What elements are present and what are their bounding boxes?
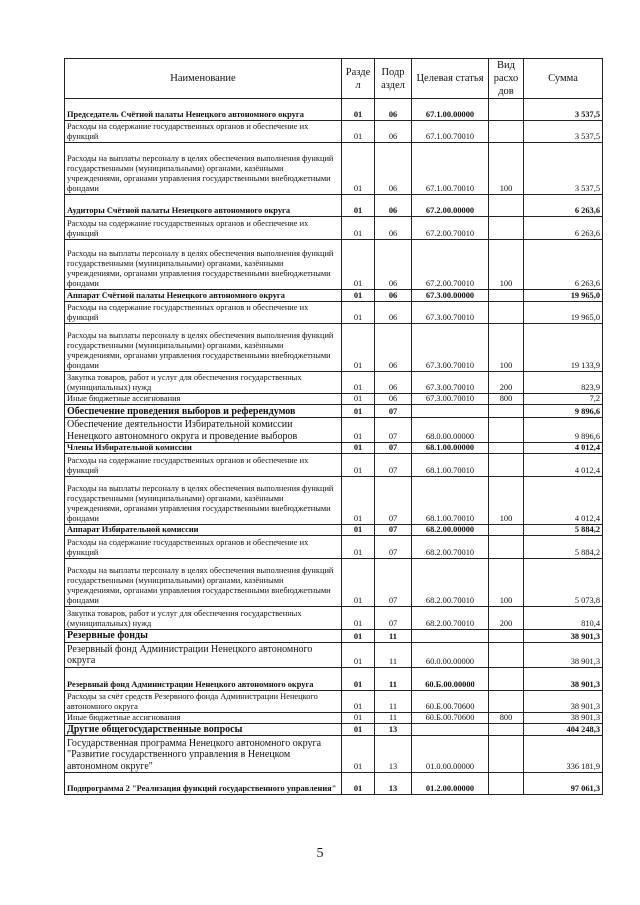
row-razdel: 01 — [342, 217, 375, 240]
row-name: Расходы на выплаты персоналу в целях обеспечения выполнения функций государственными (муниципальными) органами, казёнными учреждениями, органами управления государственными внебюджетными фондами — [65, 477, 342, 525]
row-vid — [489, 723, 524, 736]
table-row — [65, 121, 603, 143]
row-podrazdel: 07 — [375, 477, 412, 525]
row-podrazdel: 13 — [375, 736, 412, 773]
row-razdel: 01 — [342, 302, 375, 324]
row-target: 67.2.00.70010 — [412, 217, 489, 240]
row-vid: 200 — [489, 372, 524, 394]
row-target: 67.1.00.00000 — [412, 99, 489, 121]
table-row — [65, 143, 603, 195]
row-target: 67.2.00.00000 — [412, 195, 489, 217]
row-sum: 19 133,9 — [524, 324, 603, 372]
row-podrazdel: 06 — [375, 372, 412, 394]
row-name: Иные бюджетные ассигнования — [65, 712, 342, 723]
row-vid — [489, 418, 524, 443]
row-target — [412, 630, 489, 643]
row-sum: 38 901,3 — [524, 642, 603, 667]
row-podrazdel: 11 — [375, 667, 412, 690]
row-name: Аппарат Счётной палаты Ненецкого автономного округа — [65, 290, 342, 302]
row-name: Другие общегосударственные вопросы — [65, 723, 342, 736]
row-vid — [489, 690, 524, 712]
row-name: Расходы на содержание государственных органов и обеспечение их функций — [65, 302, 342, 324]
row-name: Расходы на содержание государственных органов и обеспечение их функций — [65, 536, 342, 559]
row-vid: 100 — [489, 324, 524, 372]
row-sum: 19 965,0 — [524, 302, 603, 324]
row-razdel: 01 — [342, 121, 375, 143]
row-podrazdel: 13 — [375, 723, 412, 736]
row-vid — [489, 736, 524, 773]
row-podrazdel: 11 — [375, 642, 412, 667]
row-sum: 3 537,5 — [524, 143, 603, 195]
row-sum: 5 884,2 — [524, 536, 603, 559]
row-razdel: 01 — [342, 99, 375, 121]
table-row — [65, 690, 603, 712]
row-vid: 800 — [489, 712, 524, 723]
row-name: Закупка товаров, работ и услуг для обеспечения государственных (муниципальных) нужд — [65, 607, 342, 630]
row-vid — [489, 405, 524, 418]
row-sum: 4 012,4 — [524, 454, 603, 477]
row-target: 60.Б.00.00000 — [412, 667, 489, 690]
row-target — [412, 723, 489, 736]
row-target: 68.2.00.70010 — [412, 559, 489, 607]
row-target: 67.3.00.70010 — [412, 324, 489, 372]
row-razdel: 01 — [342, 454, 375, 477]
row-podrazdel: 06 — [375, 290, 412, 302]
row-razdel: 01 — [342, 712, 375, 723]
row-podrazdel: 06 — [375, 324, 412, 372]
table-row — [65, 99, 603, 121]
row-name: Резервный фонд Администрации Ненецкого автономного округа — [65, 642, 342, 667]
row-target: 67.3.00.70010 — [412, 394, 489, 405]
row-sum: 404 248,3 — [524, 723, 603, 736]
table-row — [65, 630, 603, 643]
row-podrazdel: 06 — [375, 394, 412, 405]
row-razdel: 01 — [342, 195, 375, 217]
row-target: 68.1.00.00000 — [412, 443, 489, 454]
table-row — [65, 195, 603, 217]
row-target: 67.3.00.70010 — [412, 302, 489, 324]
row-vid: 100 — [489, 240, 524, 290]
row-vid — [489, 217, 524, 240]
row-name: Резервный фонд Администрации Ненецкого автономного округа — [65, 667, 342, 690]
row-target: 67.2.00.70010 — [412, 240, 489, 290]
row-podrazdel: 07 — [375, 443, 412, 454]
row-target: 68.2.00.70010 — [412, 607, 489, 630]
row-razdel: 01 — [342, 559, 375, 607]
row-name: Закупка товаров, работ и услуг для обеспечения государственных (муниципальных) нужд — [65, 372, 342, 394]
row-podrazdel: 06 — [375, 217, 412, 240]
row-name: Расходы на содержание государственных органов и обеспечение их функций — [65, 217, 342, 240]
row-sum: 810,4 — [524, 607, 603, 630]
row-razdel: 01 — [342, 443, 375, 454]
table-header — [65, 59, 603, 99]
row-name: Расходы на содержание государственных органов и обеспечение их функций — [65, 454, 342, 477]
row-sum: 5 073,8 — [524, 559, 603, 607]
row-razdel: 01 — [342, 143, 375, 195]
row-vid — [489, 536, 524, 559]
row-sum: 97 061,3 — [524, 773, 603, 795]
table-body — [65, 99, 603, 795]
row-sum: 4 012,4 — [524, 443, 603, 454]
row-target: 68.2.00.00000 — [412, 525, 489, 536]
row-podrazdel: 07 — [375, 418, 412, 443]
row-target: 01.0.00.00000 — [412, 736, 489, 773]
row-vid — [489, 454, 524, 477]
row-name: Обеспечение проведения выборов и референдумов — [65, 405, 342, 418]
row-podrazdel: 06 — [375, 195, 412, 217]
row-vid — [489, 773, 524, 795]
row-razdel: 01 — [342, 394, 375, 405]
table-row — [65, 559, 603, 607]
table-row — [65, 443, 603, 454]
row-vid — [489, 667, 524, 690]
row-name: Государственная программа Ненецкого автономного округа "Развитие государственного управления в Ненецком автономном округе" — [65, 736, 342, 773]
row-razdel: 01 — [342, 667, 375, 690]
row-name: Аудиторы Счётной палаты Ненецкого автономного округа — [65, 195, 342, 217]
row-target: 67.1.00.70010 — [412, 143, 489, 195]
row-target: 60.Б.00.70600 — [412, 712, 489, 723]
row-razdel: 01 — [342, 418, 375, 443]
row-name: Председатель Счётной палаты Ненецкого автономного округа — [65, 99, 342, 121]
row-razdel: 01 — [342, 290, 375, 302]
row-podrazdel: 06 — [375, 143, 412, 195]
header-sum: Сумма — [524, 59, 603, 99]
row-razdel: 01 — [342, 405, 375, 418]
row-vid: 100 — [489, 477, 524, 525]
table-row — [65, 290, 603, 302]
row-podrazdel: 07 — [375, 559, 412, 607]
table-row — [65, 525, 603, 536]
page-number: 5 — [316, 846, 324, 861]
row-target: 68.2.00.70010 — [412, 536, 489, 559]
row-razdel: 01 — [342, 324, 375, 372]
row-vid — [489, 443, 524, 454]
table-row — [65, 736, 603, 773]
row-podrazdel: 07 — [375, 454, 412, 477]
row-sum: 9 896,6 — [524, 405, 603, 418]
row-sum: 6 263,6 — [524, 195, 603, 217]
row-sum: 19 965,0 — [524, 290, 603, 302]
row-podrazdel: 11 — [375, 690, 412, 712]
row-podrazdel: 07 — [375, 607, 412, 630]
row-podrazdel: 06 — [375, 302, 412, 324]
row-name: Расходы на содержание государственных органов и обеспечение их функций — [65, 121, 342, 143]
row-podrazdel: 06 — [375, 240, 412, 290]
header-target: Целевая статья — [412, 59, 489, 99]
row-razdel: 01 — [342, 723, 375, 736]
row-sum: 38 901,3 — [524, 667, 603, 690]
table-row — [65, 454, 603, 477]
table-row — [65, 642, 603, 667]
row-vid — [489, 195, 524, 217]
row-podrazdel: 11 — [375, 630, 412, 643]
row-vid: 100 — [489, 143, 524, 195]
row-sum: 9 896,6 — [524, 418, 603, 443]
row-razdel: 01 — [342, 607, 375, 630]
table-row — [65, 536, 603, 559]
row-podrazdel: 07 — [375, 405, 412, 418]
row-razdel: 01 — [342, 536, 375, 559]
row-name: Обеспечение деятельности Избирательной комиссии Ненецкого автономного округа и проведение выборов — [65, 418, 342, 443]
row-sum: 823,9 — [524, 372, 603, 394]
row-sum: 6 263,6 — [524, 217, 603, 240]
row-vid — [489, 290, 524, 302]
row-sum: 38 901,3 — [524, 690, 603, 712]
row-razdel: 01 — [342, 773, 375, 795]
header-razdel: Разде л — [342, 59, 375, 99]
row-target: 68.0.00.00000 — [412, 418, 489, 443]
row-sum: 4 012,4 — [524, 477, 603, 525]
table-row — [65, 217, 603, 240]
row-razdel: 01 — [342, 736, 375, 773]
table-row — [65, 773, 603, 795]
row-razdel: 01 — [342, 477, 375, 525]
row-name: Расходы на выплаты персоналу в целях обеспечения выполнения функций государственными (муниципальными) органами, казёнными учреждениями, органами управления государственными внебюджетными фондами — [65, 324, 342, 372]
row-razdel: 01 — [342, 630, 375, 643]
row-name: Расходы на выплаты персоналу в целях обеспечения выполнения функций государственными (муниципальными) органами, казёнными учреждениями, органами управления государственными внебюджетными фондами — [65, 559, 342, 607]
row-vid: 200 — [489, 607, 524, 630]
row-target — [412, 405, 489, 418]
header-name: Наименование — [65, 59, 342, 99]
row-podrazdel: 07 — [375, 536, 412, 559]
row-sum: 3 537,5 — [524, 121, 603, 143]
table-row — [65, 607, 603, 630]
table-row — [65, 372, 603, 394]
table-row — [65, 394, 603, 405]
row-sum: 38 901,3 — [524, 630, 603, 643]
row-name: Аппарат Избирательной комиссии — [65, 525, 342, 536]
row-name: Иные бюджетные ассигнования — [65, 394, 342, 405]
row-vid — [489, 302, 524, 324]
row-sum: 336 181,9 — [524, 736, 603, 773]
row-vid — [489, 99, 524, 121]
row-razdel: 01 — [342, 372, 375, 394]
table-row — [65, 477, 603, 525]
row-podrazdel: 07 — [375, 525, 412, 536]
table-row — [65, 324, 603, 372]
row-target: 67.3.00.00000 — [412, 290, 489, 302]
row-name: Члены Избирательной комиссии — [65, 443, 342, 454]
row-razdel: 01 — [342, 690, 375, 712]
row-sum: 5 884,2 — [524, 525, 603, 536]
table-row — [65, 302, 603, 324]
budget-table — [64, 58, 603, 795]
row-vid: 800 — [489, 394, 524, 405]
row-name: Подпрограмма 2 "Реализация функций государственного управления" — [65, 773, 342, 795]
row-name: Расходы на выплаты персоналу в целях обеспечения выполнения функций государственными (муниципальными) органами, казёнными учреждениями, органами управления государственными внебюджетными фондами — [65, 240, 342, 290]
document-page — [64, 58, 600, 795]
row-sum: 3 537,5 — [524, 99, 603, 121]
row-name: Расходы на выплаты персоналу в целях обеспечения выполнения функций государственными (муниципальными) органами, казёнными учреждениями, органами управления государственными внебюджетными фондами — [65, 143, 342, 195]
row-podrazdel: 13 — [375, 773, 412, 795]
row-target: 60.Б.00.70600 — [412, 690, 489, 712]
row-name: Резервные фонды — [65, 630, 342, 643]
row-name: Расходы за счёт средств Резервного фонда Администрации Ненецкого автономного округа — [65, 690, 342, 712]
table-row — [65, 240, 603, 290]
table-row — [65, 667, 603, 690]
table-row — [65, 723, 603, 736]
row-vid — [489, 525, 524, 536]
row-razdel: 01 — [342, 240, 375, 290]
row-target: 67.3.00.70010 — [412, 372, 489, 394]
row-sum: 6 263,6 — [524, 240, 603, 290]
table-row — [65, 405, 603, 418]
table-row — [65, 712, 603, 723]
row-target: 68.1.00.70010 — [412, 454, 489, 477]
row-target: 01.2.00.00000 — [412, 773, 489, 795]
row-podrazdel: 06 — [375, 99, 412, 121]
row-vid: 100 — [489, 559, 524, 607]
row-podrazdel: 06 — [375, 121, 412, 143]
row-vid — [489, 121, 524, 143]
row-razdel: 01 — [342, 525, 375, 536]
row-target: 60.0.00.00000 — [412, 642, 489, 667]
row-target: 68.1.00.70010 — [412, 477, 489, 525]
row-sum: 38 901,3 — [524, 712, 603, 723]
header-vid: Вид расхо дов — [489, 59, 524, 99]
row-razdel: 01 — [342, 642, 375, 667]
row-vid — [489, 642, 524, 667]
header-podrazdel: Подр аздел — [375, 59, 412, 99]
row-vid — [489, 630, 524, 643]
row-podrazdel: 11 — [375, 712, 412, 723]
row-sum: 7,2 — [524, 394, 603, 405]
row-target: 67.1.00.70010 — [412, 121, 489, 143]
table-row — [65, 418, 603, 443]
